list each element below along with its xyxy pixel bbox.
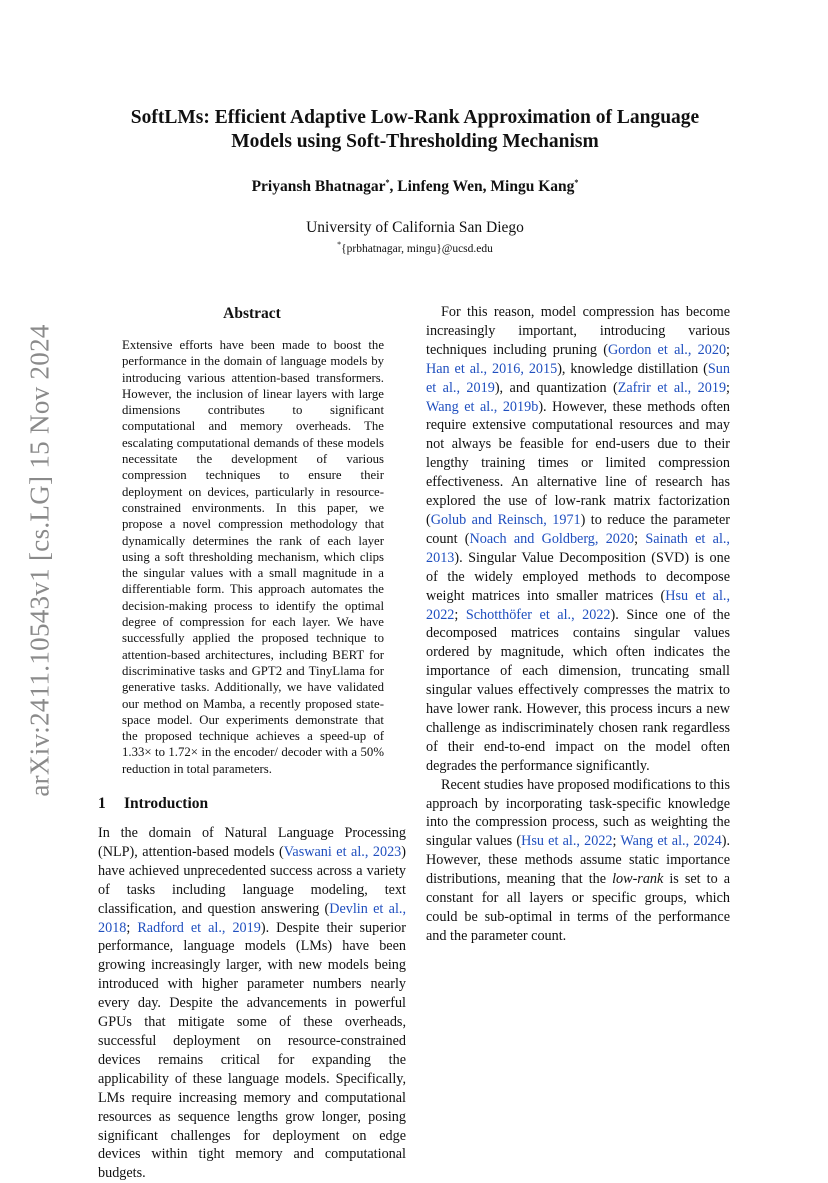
- abstract-heading: Abstract: [223, 305, 281, 322]
- abstract-body: Extensive efforts have been made to boost the performance in the domain of language models by introducing various attention-based transformers. However, the inclusion of linear layers with large dimensions contributes to significant computational and memory overheads. The escalating computational demands of these models necessitate the development of various compression techniques to ensure their deployment on devices, particularly in resource-constrained environments. In this paper, we propose a novel compression methodology that dynamically determines the rank of each layer using a soft thresholding mechanism, which clips the singular values with a small magnitude in a differentiable form. This approach automates the decision-making process to identify the optimal degree of compression for each layer. We have successfully applied the proposed technique to attention-based architectures, including BERT for discriminative tasks and GPT2 and TinyLlama for generative tasks. Additionally, we have validated our method on Mamba, a recently proposed state-space model. Our experiments demonstrate that the proposed technique achieves a speed-up of 1.33× to 1.72× in the encoder/ decoder with a 50% reduction in total parameters.: [122, 338, 384, 776]
- text-run: Recent studies have proposed modifications to this approach by incorporating task-specific knowledge into the compression process, such as weighting the singular values (: [426, 776, 730, 850]
- intro-paragraph-1: [98, 824, 406, 1183]
- text-run: In the domain of Natural Language Processing (NLP), attention-based models (: [98, 825, 406, 860]
- author-first: Priyansh Bhatnagar: [251, 178, 386, 196]
- citation-link[interactable]: Sainath et al., 2013: [426, 530, 730, 566]
- text-run: ;: [634, 530, 646, 547]
- citation-link[interactable]: Noach and Goldberg, 2020: [469, 530, 635, 547]
- citation-link[interactable]: Hsu et al., 2022: [426, 587, 731, 623]
- text-run: ). However, these methods assume static importance distributions, meaning that the: [426, 833, 730, 888]
- right-column: [426, 303, 730, 946]
- text-run: is set to a constant for all layers or specific groups, which could be sub-optimal in terms of the performance and the parameter count.: [426, 871, 730, 944]
- citation-link[interactable]: Gordon et al., 2020: [607, 341, 727, 358]
- citation-link[interactable]: Han et al., 2016, 2015: [426, 360, 558, 377]
- text-run: ) to reduce the parameter count (: [426, 511, 730, 547]
- author-mark: *: [385, 178, 390, 187]
- arxiv-identifier-text: arXiv:2411.10543v1 [cs.LG] 15 Nov 2024: [24, 323, 55, 797]
- email-mark: *: [337, 240, 342, 249]
- text-run: ), knowledge distillation (: [557, 360, 708, 377]
- author-email: [100, 240, 730, 255]
- citation-link[interactable]: Vaswani et al., 2023: [283, 843, 402, 860]
- text-run: ;: [726, 379, 730, 396]
- citation-link[interactable]: Sun et al., 2019: [426, 360, 730, 396]
- section-heading: [98, 795, 406, 813]
- text-run: ) have achieved unprecedented success across a variety of tasks including language modeling, text classification, and question answering (: [98, 843, 406, 917]
- citation-link[interactable]: Hsu et al., 2022: [521, 833, 613, 850]
- text-run: ). Since one of the decomposed matrices contains singular values ordered by magnitude, which often indicates the importance of each dimension, truncating small singular values effectively compresses the matrix to have lower rank. However, this process incurs a new challenge as indiscriminately chosen rank regardless of their end-to-end impact on the model often degrades the performance significantly.: [426, 606, 731, 774]
- text-run: ;: [126, 919, 138, 936]
- citation-link[interactable]: Wang et al., 2024: [620, 833, 722, 850]
- text-run: ). Singular Value Decomposition (SVD) is one of the widely employed methods to decompose weight matrices into smaller matrices (: [426, 549, 730, 604]
- section-title: Introduction: [124, 795, 209, 813]
- arxiv-identifier: [18, 280, 62, 840]
- text-run: For this reason, model compression has become increasingly important, introducing various techniques including pruning (: [426, 304, 730, 358]
- citation-link[interactable]: Radford et al., 2019: [137, 919, 261, 936]
- intro-paragraph-2: [426, 303, 730, 776]
- left-column: [98, 305, 406, 1183]
- paper-title: SoftLMs: Efficient Adaptive Low-Rank Approximation of Language Models using Soft-Thresholding Mechanism: [130, 107, 700, 152]
- email-text: {prbhatnagar, mingu}@ucsd.edu: [341, 242, 493, 255]
- section-number: 1: [98, 795, 106, 813]
- text-run: ), and quantization (: [494, 379, 618, 396]
- citation-link[interactable]: Schotthöfer et al., 2022: [465, 606, 611, 623]
- text-run: ;: [454, 606, 466, 623]
- text-run: ). Despite their superior performance, language models (LMs) have been growing increasingly larger, with new models being introduced with higher parameter numbers nearly every day. Despite the advancements in powerful GPUs that mitigate some of these overheads, successful deployment on resource-constrained devices remains critical for expanding the applicability of these language models. Specifically, LMs require increasing memory and computational resources as sequence lengths grow longer, posing significant challenges for deployment on edge devices within tight memory and computational budgets.: [98, 919, 406, 1182]
- intro-paragraph-3: [426, 776, 730, 946]
- citation-link[interactable]: Zafrir et al., 2019: [617, 379, 727, 396]
- emphasis-text: low-rank: [612, 871, 664, 888]
- text-run: ). However, these methods often require extensive computational resources and may not always be feasible for end-users due to their lengthy training times or limited compression effectiveness. An alternative line of research has explored the use of low-rank matrix factorization (: [426, 398, 730, 528]
- text-run: ;: [612, 833, 621, 850]
- author-list: [100, 178, 730, 196]
- affiliation: University of California San Diego: [306, 219, 524, 236]
- author-rest: , Linfeng Wen, Mingu Kang: [389, 178, 575, 196]
- citation-link[interactable]: Devlin et al., 2018: [98, 900, 406, 936]
- citation-link[interactable]: Wang et al., 2019b: [426, 398, 539, 415]
- citation-link[interactable]: Golub and Reinsch, 1971: [430, 511, 581, 528]
- text-run: ;: [726, 341, 730, 358]
- author-mark: *: [574, 178, 579, 187]
